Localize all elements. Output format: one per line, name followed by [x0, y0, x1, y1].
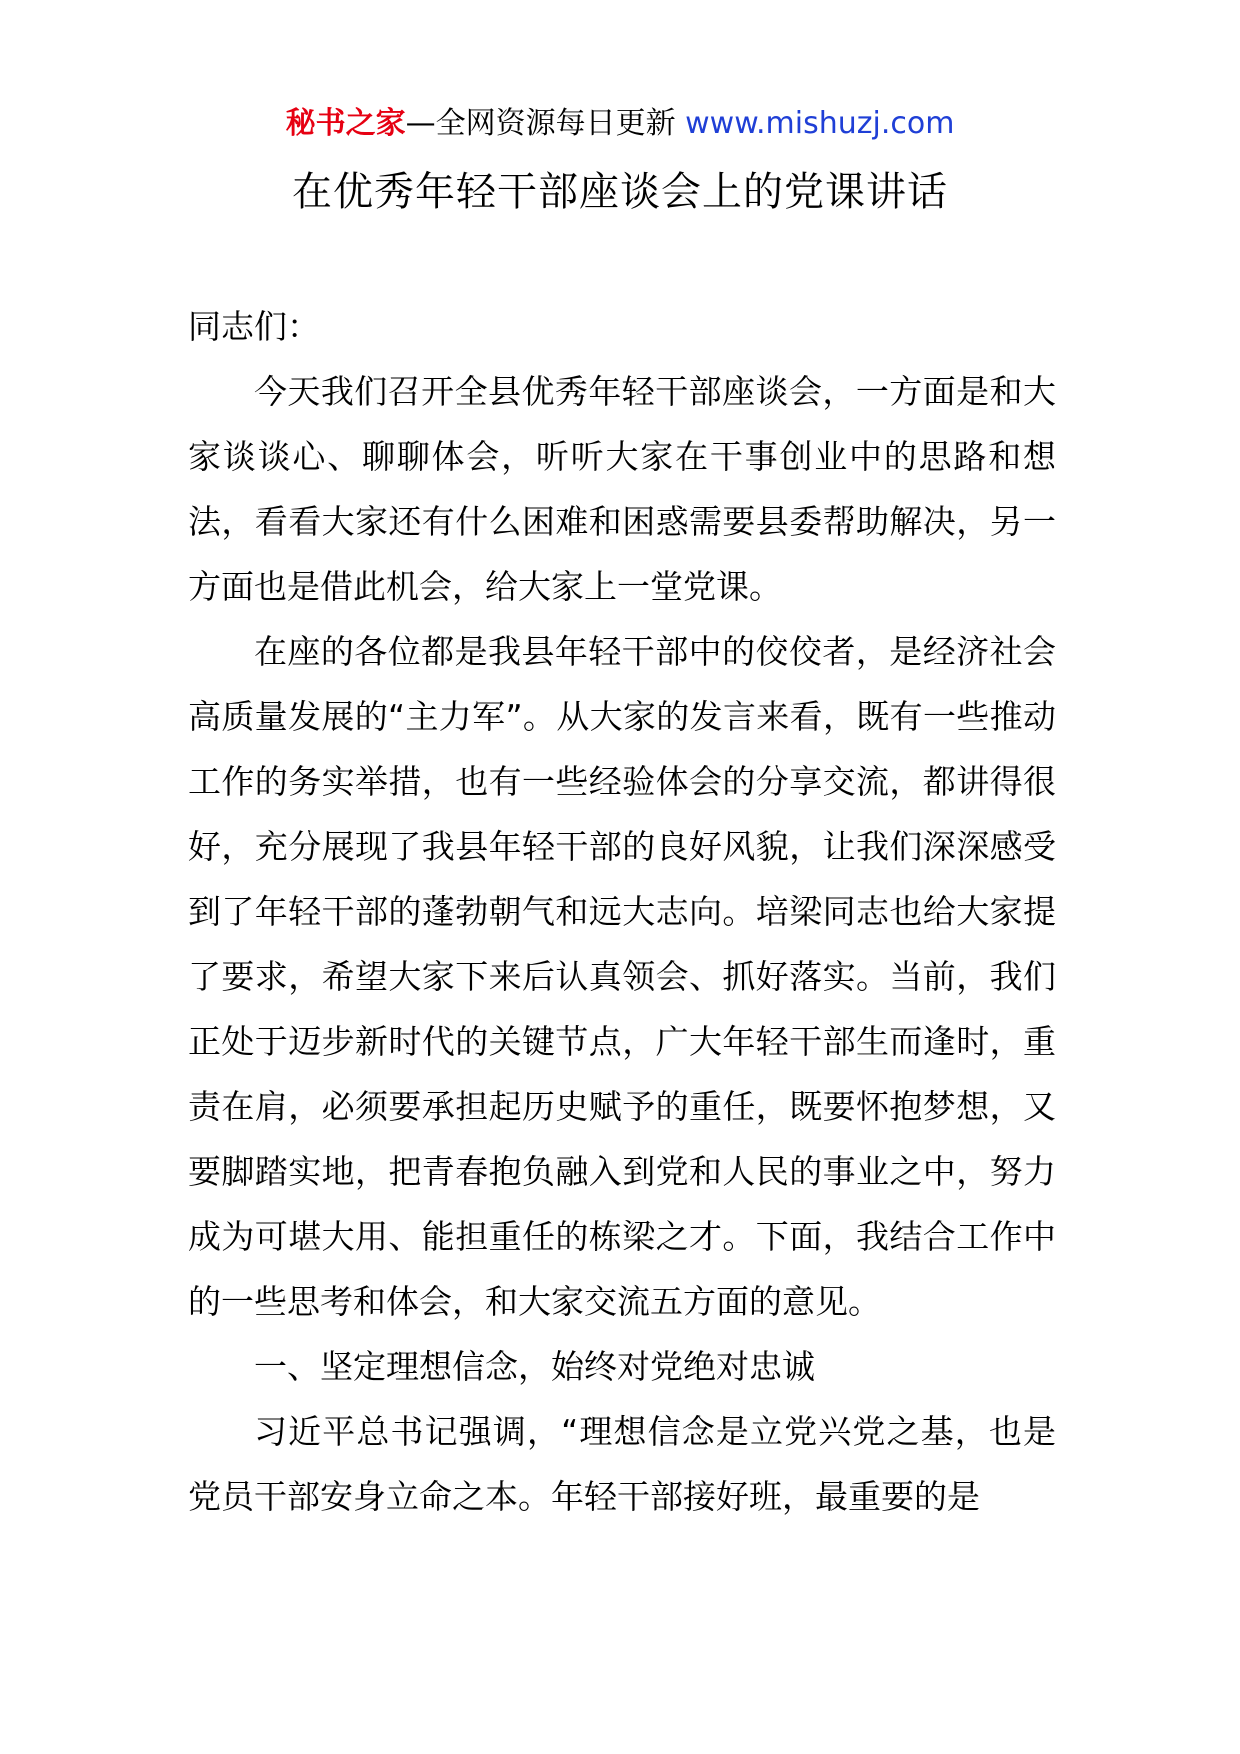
document-body: [188, 294, 1056, 1529]
section-heading-1: 一、坚定理想信念，始终对党绝对忠诚: [254, 1347, 815, 1386]
site-tagline: —全网资源每日更新: [405, 106, 686, 141]
site-url-link[interactable]: www.mishuzj.com: [685, 106, 955, 141]
site-brand: 秘书之家: [285, 106, 406, 141]
section-1-paragraph: 习近平总书记强调，“理想信念是立党兴党之基，也是党员干部安身立命之本。年轻干部接好班，最重要的是: [188, 1412, 1056, 1516]
salutation: 同志们：: [188, 307, 320, 346]
paragraph-context: 在座的各位都是我县年轻干部中的佼佼者，是经济社会高质量发展的“主力军”。从大家的发言来看，既有一些推动工作的务实举措，也有一些经验体会的分享交流，都讲得很好，充分展现了我县年轻干部的良好风貌，让我们深深感受到了年轻干部的蓬勃朝气和远大志向。培梁同志也给大家提了要求，希望大家下来后认真领会、抓好落实。当前，我们正处于迈步新时代的关键节点，广大年轻干部生而逢时，重责在肩，必须要承担起历史赋予的重任，既要怀抱梦想，又要脚踏实地，把青春抱负融入到党和人民的事业之中，努力成为可堪大用、能担重任的栋梁之才。下面，我结合工作中的一些思考和体会，和大家交流五方面的意见。: [188, 632, 1056, 1321]
site-header: [0, 102, 1240, 146]
document-title: 在优秀年轻干部座谈会上的党课讲话: [292, 169, 948, 215]
paragraph-intro: 今天我们召开全县优秀年轻干部座谈会，一方面是和大家谈谈心、聊聊体会，听听大家在干事创业中的思路和想法，看看大家还有什么困难和困惑需要县委帮助解决，另一方面也是借此机会，给大家上一堂党课。: [188, 372, 1056, 606]
